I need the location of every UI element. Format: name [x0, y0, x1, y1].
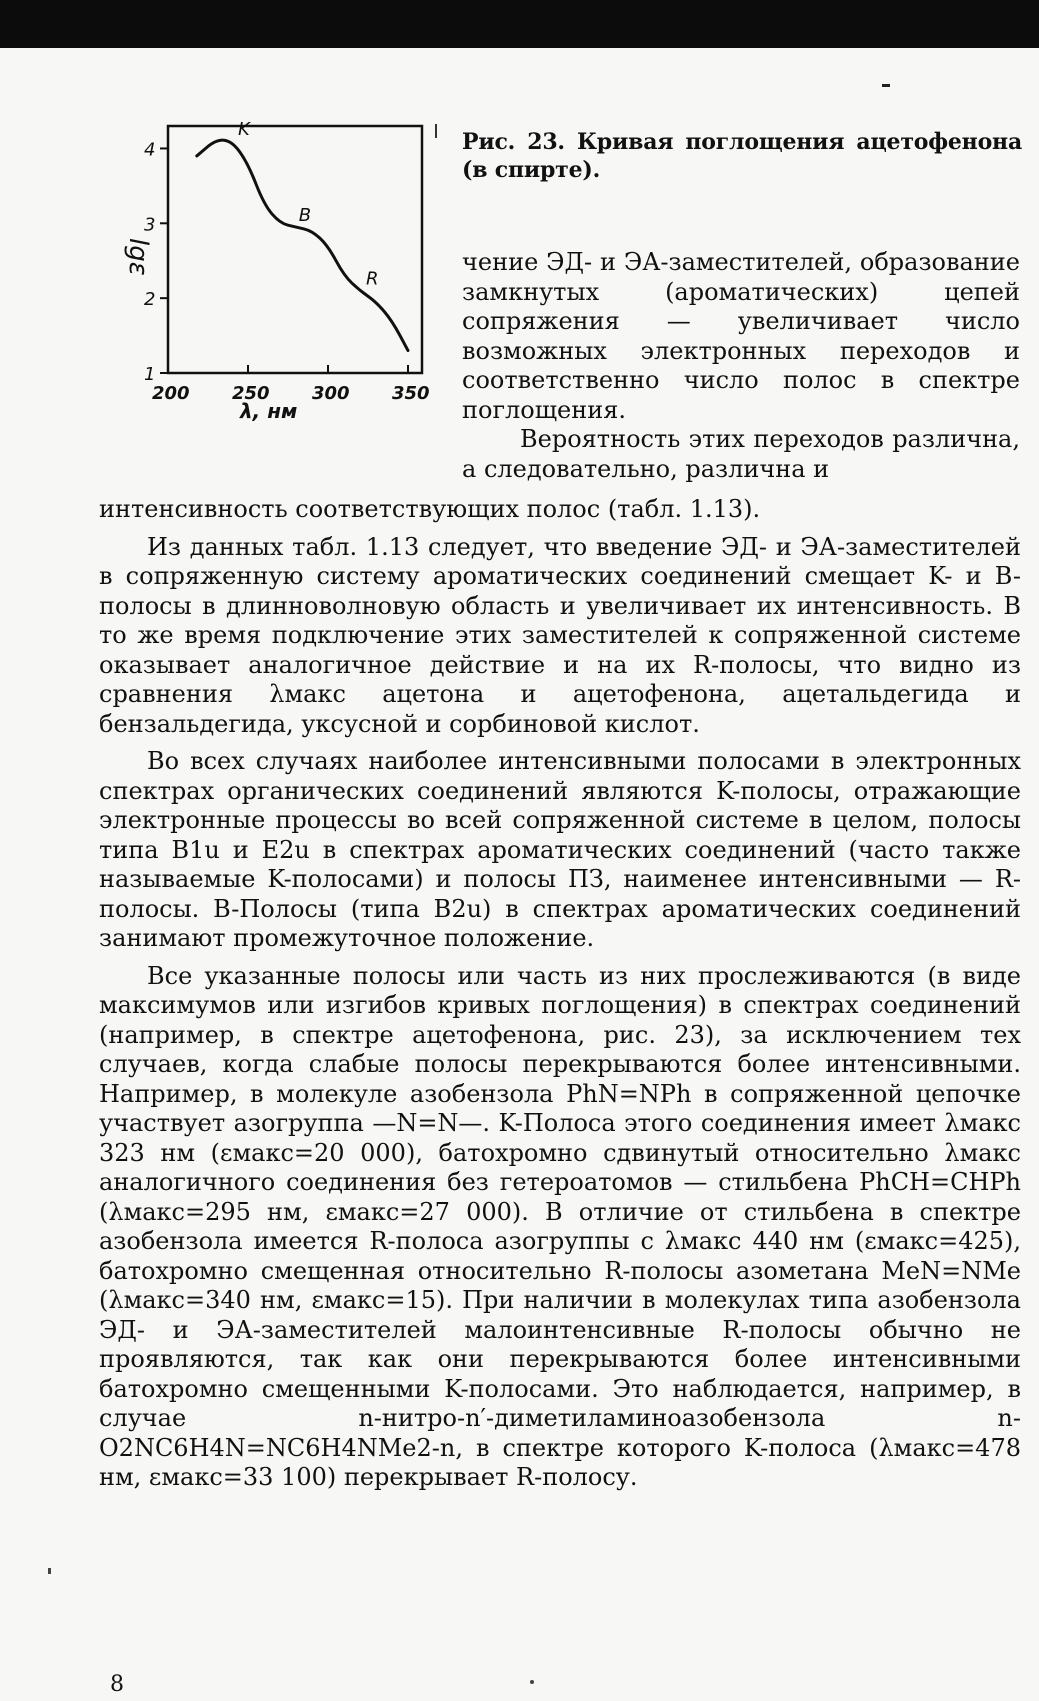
scan-top-border: [0, 0, 1039, 48]
plot-frame: [168, 126, 422, 373]
paragraph: чение ЭД- и ЭА-заместителей, образование замкнутых (ароматических) цепей сопряжения — увеличивает число возможных электронных переходов и соответственно число полос в спектре поглощения.: [462, 248, 1020, 424]
x-tick-label: 250: [232, 383, 270, 404]
y-tick-label: 1: [144, 364, 156, 385]
y-axis-label: lgε: [123, 238, 153, 276]
band-label: K: [238, 118, 250, 140]
scan-mark: [882, 84, 890, 87]
x-tick-label: 200: [152, 383, 190, 404]
main-text: [99, 495, 1021, 1493]
scan-mark: [48, 1568, 51, 1574]
scan-mark: [530, 1680, 534, 1684]
absorption-curve: [197, 140, 408, 350]
x-tick-label: 300: [312, 383, 350, 404]
band-label: R: [366, 268, 379, 290]
x-tick-label: 350: [392, 383, 430, 404]
paragraph: интенсивность соответствующих полос (табл. 1.13).: [99, 495, 761, 523]
y-tick-label: 4: [144, 139, 156, 161]
side-text-column: [462, 248, 1020, 484]
paragraph: Во всех случаях наиболее интенсивными полосами в электронных спектрах органических соединений являются K-полосы, отражающие электронные процессы во всей сопряженной системе в целом, полосы типа B1u и E2u в спектрах ароматических соединений (часто также называемые K-полосами) и полосы ПЗ, наименее интенсивными — R-полосы. B-Полосы (типа B2u) в спектрах ароматических соединений занимают промежуточное положение.: [99, 747, 1021, 952]
band-label: B: [298, 205, 312, 227]
paragraph: Из данных табл. 1.13 следует, что введение ЭД- и ЭА-заместителей в сопряженную систему ароматических соединений смещает K- и B-полосы в длинноволновую область и увеличивает их интенсивность. В то же время подключение этих заместителей к сопряженной системе оказывает аналогичное действие и на их R-полосы, что видно из сравнения λмакс ацетона и ацетофенона, ацетальдегида и бензальдегида, уксусной и сорбиновой кислот.: [99, 532, 1021, 738]
y-tick-label: 2: [144, 289, 156, 311]
page-number: 8: [110, 1672, 124, 1697]
y-tick-label: 3: [144, 214, 156, 236]
paragraph: Вероятность этих переходов различна, а следовательно, различна и: [462, 425, 1020, 483]
paragraph: Все указанные полосы или часть из них прослеживаются (в виде максимумов или изгибов кривых поглощения) в спектрах соединений (например, в спектре ацетофенона, рис. 23), за исключением тех случаев, когда слабые полосы перекрываются более интенсивными. Например, в молекуле азобензола PhN=NPh в сопряженной цепочке участвует азогруппа —N=N—. K-Полоса этого соединения имеет λмакс 323 нм (εмакс=20 000), батохромно сдвинутый относительно λмакс аналогичного соединения без гетероатомов — стильбена PhCH=CHPh (λмакс=295 нм, εмакс=27 000). В отличие от стильбена в спектре азобензола имеется R-полоса азогруппы с λмакс 440 нм (εмакс=425), батохромно смещенная относительно R-полосы азометана MeN=NMe (λмакс=340 нм, εмакс=15). При наличии в молекулах типа азобензола ЭД- и ЭА-заместителей малоинтенсивные R-полосы обычно не проявляются, так как они перекрываются более интенсивными батохромно смещенными K-полосами. Это наблюдается, например, в случае n-нитро-n′-диметиламиноазобензола n-O2NC6H4N=NC6H4NMe2-n, в спектре которого K-полоса (λмакс=478 нм, εмакс=33 100) перекрывает R-полосу.: [99, 961, 1021, 1491]
band-labels: [238, 119, 379, 290]
x-axis-label: λ, нм: [240, 399, 298, 423]
figure-caption: Рис. 23. Кривая поглощения ацетофенона (в спирте).: [462, 129, 1022, 183]
absorption-chart: [123, 118, 440, 465]
